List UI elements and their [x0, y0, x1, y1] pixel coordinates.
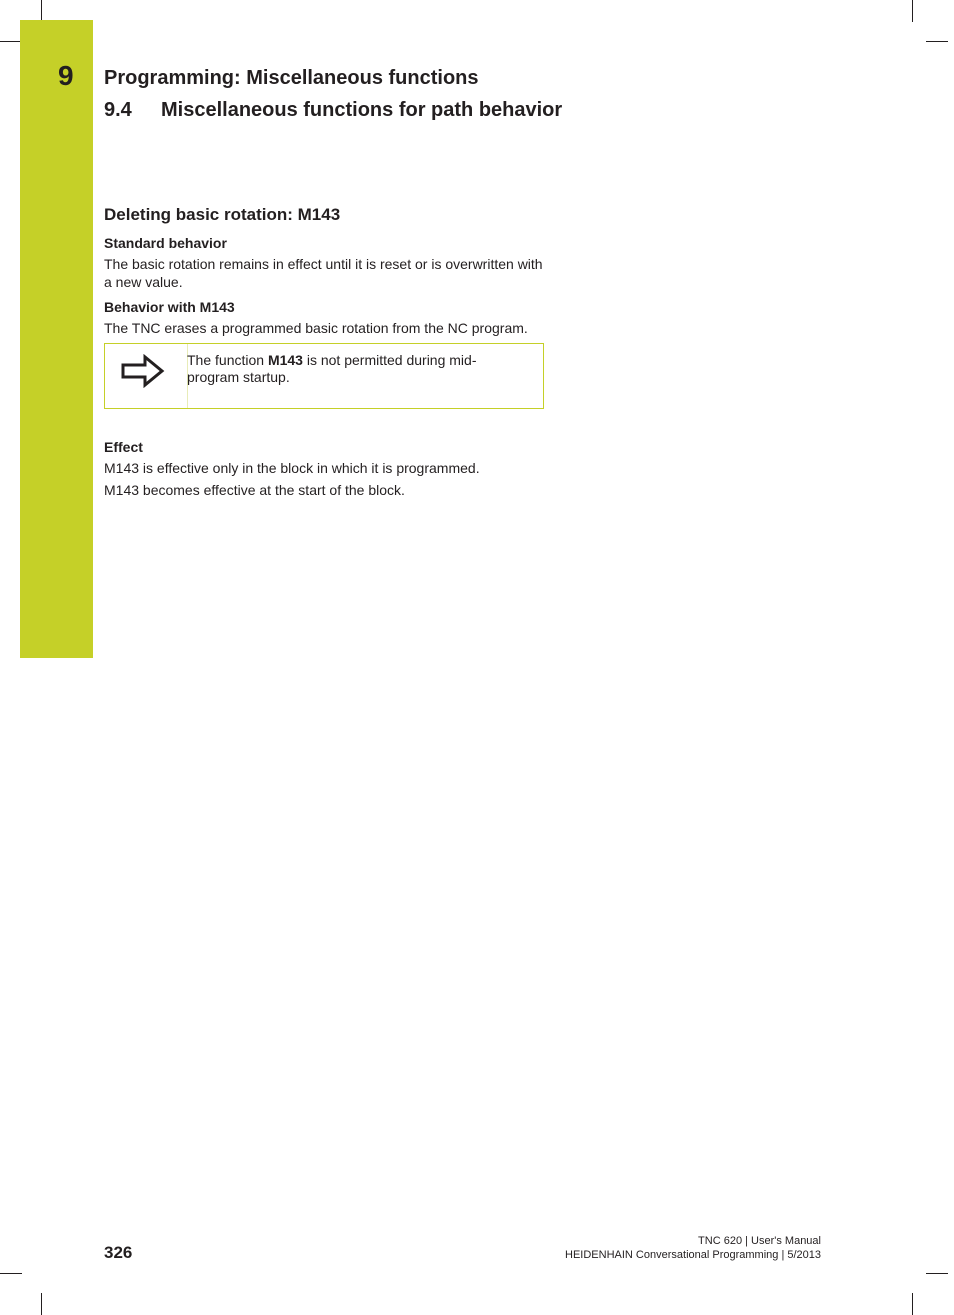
crop-mark [0, 41, 22, 42]
page-number: 326 [104, 1243, 133, 1262]
main-content [104, 205, 544, 507]
topic-heading: Deleting basic rotation: M143 [104, 205, 341, 224]
arrow-right-icon [121, 354, 165, 388]
standard-behavior-text: The basic rotation remains in effect until it is reset or is overwritten with a new value. [104, 256, 543, 290]
crop-mark [926, 41, 948, 42]
note-text-suffix: is not permitted during mid-program startup. [187, 352, 477, 385]
crop-mark [0, 1273, 22, 1274]
section-number: 9.4 [104, 99, 132, 121]
note-box [104, 343, 544, 409]
effect-line-1: M143 is effective only in the block in which it is programmed. [104, 460, 480, 476]
standard-behavior-heading: Standard behavior [104, 235, 227, 251]
footer-info [565, 1234, 821, 1262]
effect-line-2: M143 becomes effective at the start of the block. [104, 482, 405, 498]
behavior-m143-text: The TNC erases a programmed basic rotation from the NC program. [104, 320, 528, 336]
crop-mark [41, 0, 42, 22]
section-title: Miscellaneous functions for path behavior [161, 99, 563, 121]
crop-mark [912, 1293, 913, 1315]
section-heading [104, 99, 562, 122]
note-text-prefix: The function [187, 352, 268, 368]
crop-mark [41, 1293, 42, 1315]
crop-mark [912, 0, 913, 22]
note-text [187, 352, 527, 386]
crop-mark [926, 1273, 948, 1274]
footer-line-2: HEIDENHAIN Conversational Programming | 5/2013 [565, 1249, 821, 1261]
effect-heading: Effect [104, 439, 143, 455]
chapter-number: 9 [58, 60, 74, 91]
note-text-bold: M143 [267, 352, 303, 368]
behavior-m143-heading: Behavior with M143 [104, 299, 235, 315]
chapter-title: Programming: Miscellaneous functions [104, 67, 479, 89]
footer-line-1: TNC 620 | User's Manual [698, 1235, 821, 1247]
chapter-sidebar [20, 20, 93, 658]
